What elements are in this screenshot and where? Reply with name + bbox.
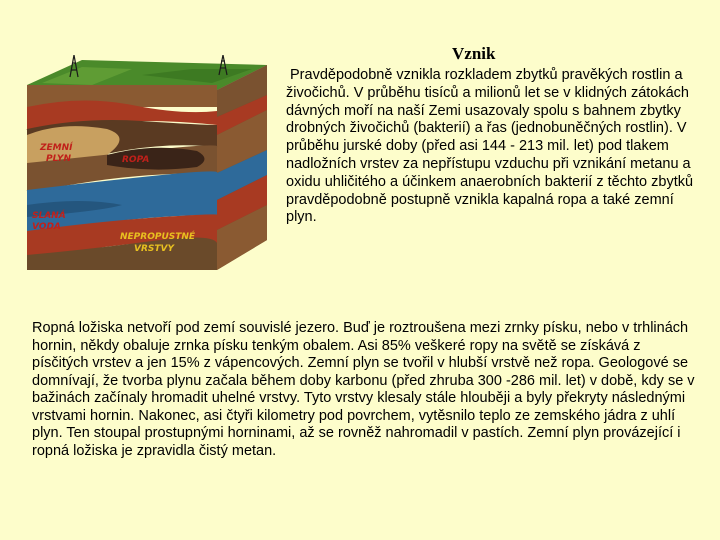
oil-label: ROPA [122,155,150,165]
impermeable-label-1: NEPROPUSTNÉ [120,232,196,242]
page-title: Vznik [452,44,496,63]
deposits-paragraph: Ropná ložiska netvoří pod zemí souvislé jezero. Buď je roztroušena mezi zrnky písku, nebo v trhlinách hornin, někdy obaluje zrnka písku tenkým obalem. Asi 85% veškeré ropy na světě se získává z písčitých vrstev a jen 15% z vápencových. Zemní plyn se tvořil v hlubší vrstvě než ropa. Geologové se domnívají, že tvorba plynu začala během doby karbonu (před zhruba 300 -286 mil. let) v době, kdy se v bažinách začínaly hromadit uhelné vrstvy. Tyto vrstvy klesaly stále hlouběji a byly překryty následnými vrstvami hornin. Nakonec, asi čtyři kilometry pod povrchem, vytěsnilo teplo ze zemského jádra z uhlí plyn. Ten stoupal prostupnými horninami, až se rovněž nahromadil v pastích. Zemní plyn provázející i ropná ložiska je zpravidla čistý metan. [32,320,695,459]
salt-water-label-1: SLANÁ [32,211,66,221]
formation-paragraph: Pravděpodobně vznikla rozkladem zbytků pravěkých rostlin a živočichů. V průběhu tisíců a milionů let se v klidných zátokách dávných moří na naší Zemi usazovaly spolu s bahnem zbytky drobných živočichů (bakterií) a řas (jednobuněčných rostlin). V průběhu jurské doby (před asi 144 - 213 mil. let) pod tlakem nadložních vrstev za nepřístupu vzduchu při vznikání metanu a oxidu uhličitého a účinkem anaerobních bakterií z těchto zbytků pravděpodobně postupně vznikla kapalná ropa a také zemní plyn. [286,67,694,226]
impermeable-label-2: VRSTVY [134,244,174,254]
salt-water-label-2: VODA [32,222,61,232]
gas-label-1: ZEMNÍ [40,143,73,153]
gas-label-2: PLYN [46,154,71,164]
geology-cross-section-illustration [22,55,272,275]
geology-block-svg [22,55,272,275]
